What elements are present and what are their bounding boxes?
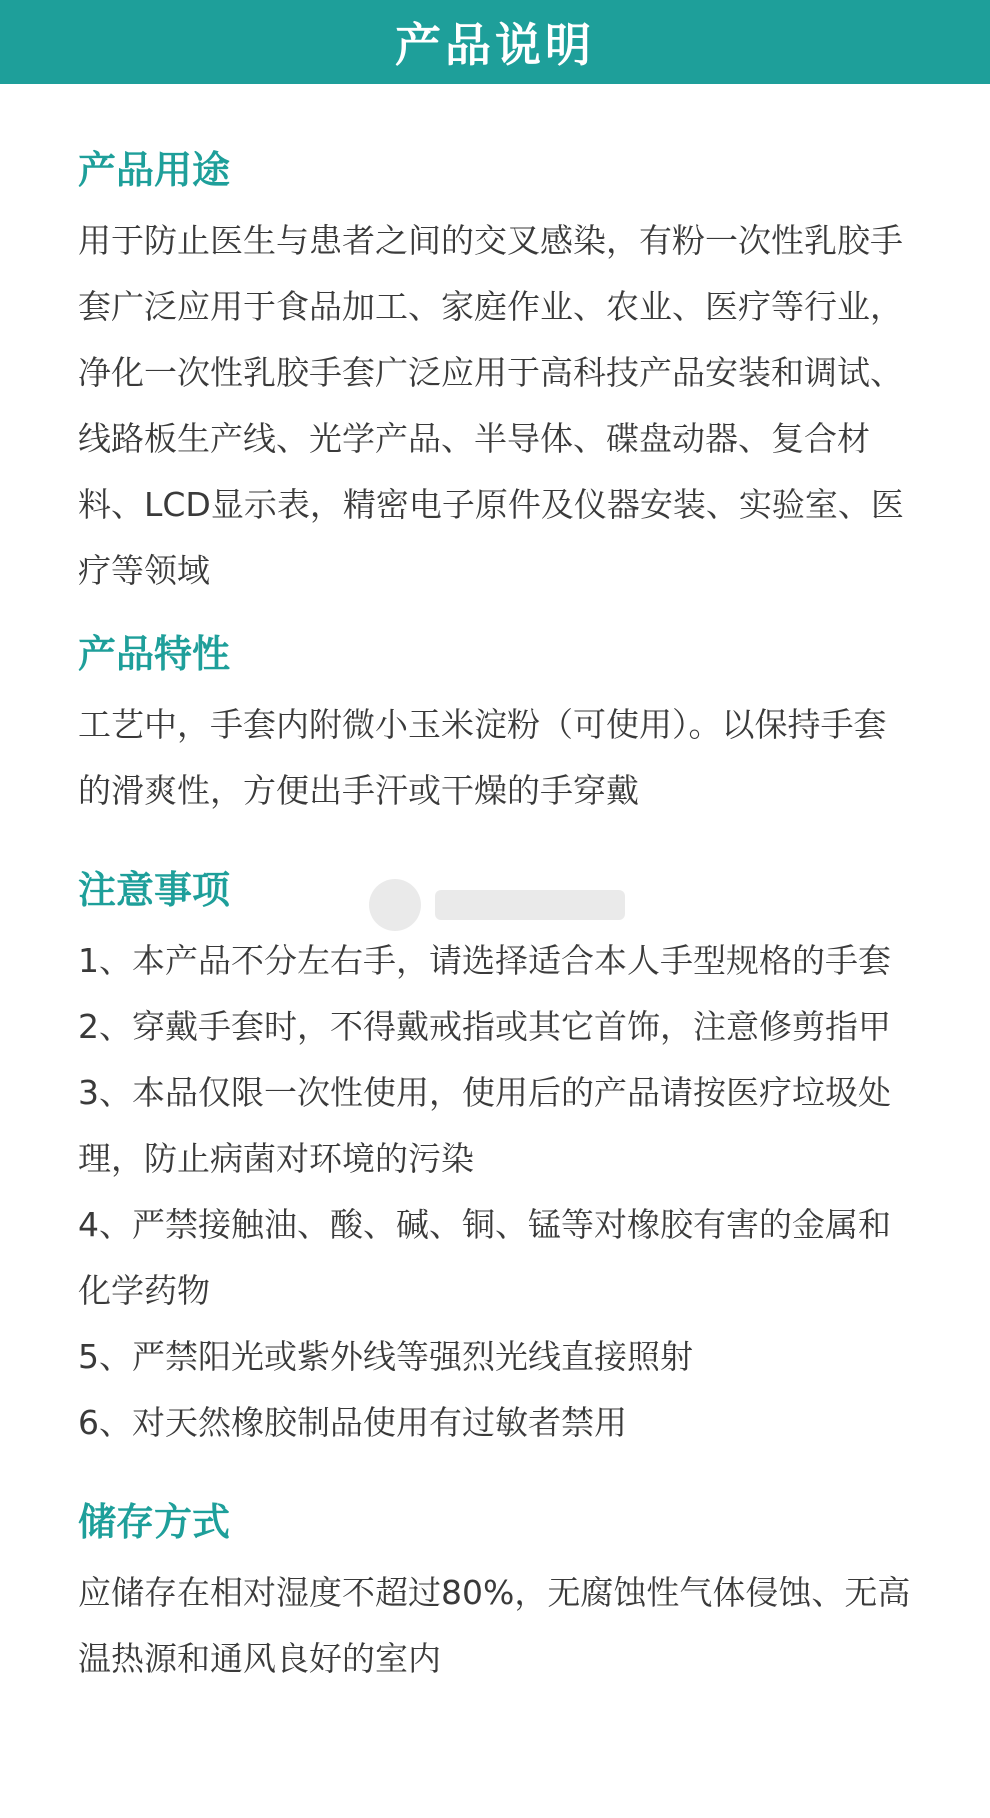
storage-paragraph: 应储存在相对湿度不超过80%，无腐蚀性气体侵蚀、无高温热源和通风良好的室内 — [78, 1573, 911, 1678]
precaution-item: 3、本品仅限一次性使用，使用后的产品请按医疗垃圾处理，防止病菌对环境的污染 — [78, 1073, 891, 1178]
header-bar — [0, 0, 990, 84]
precaution-item: 2、穿戴手套时，不得戴戒指或其它首饰，注意修剪指甲 — [78, 1007, 891, 1046]
precaution-item: 6、对天然橡胶制品使用有过敏者禁用 — [78, 1403, 627, 1442]
content — [78, 140, 918, 1692]
section-title-features: 产品特性 — [78, 632, 231, 676]
section-title-precautions: 注意事项 — [78, 868, 231, 912]
section-title-storage: 储存方式 — [78, 1500, 231, 1544]
page-title: 产品说明 — [395, 18, 595, 72]
usage-paragraph: 用于防止医生与患者之间的交叉感染，有粉一次性乳胶手套广泛应用于食品加工、家庭作业、农业、医疗等行业，净化一次性乳胶手套广泛应用于高科技产品安装和调试、线路板生产线、光学产品、半导体、碟盘动器、复合材料、LCD显示表，精密电子原件及仪器安装、实验室、医疗等领域 — [78, 221, 904, 590]
section-title-usage: 产品用途 — [78, 148, 231, 192]
precaution-item: 4、严禁接触油、酸、碱、铜、锰等对橡胶有害的金属和化学药物 — [78, 1205, 891, 1310]
precaution-item: 5、严禁阳光或紫外线等强烈光线直接照射 — [78, 1337, 693, 1376]
precaution-item: 1、本产品不分左右手，请选择适合本人手型规格的手套 — [78, 941, 891, 980]
features-paragraph: 工艺中，手套内附微小玉米淀粉（可使用）。以保持手套的滑爽性，方便出手汗或干燥的手穿戴 — [78, 705, 887, 810]
